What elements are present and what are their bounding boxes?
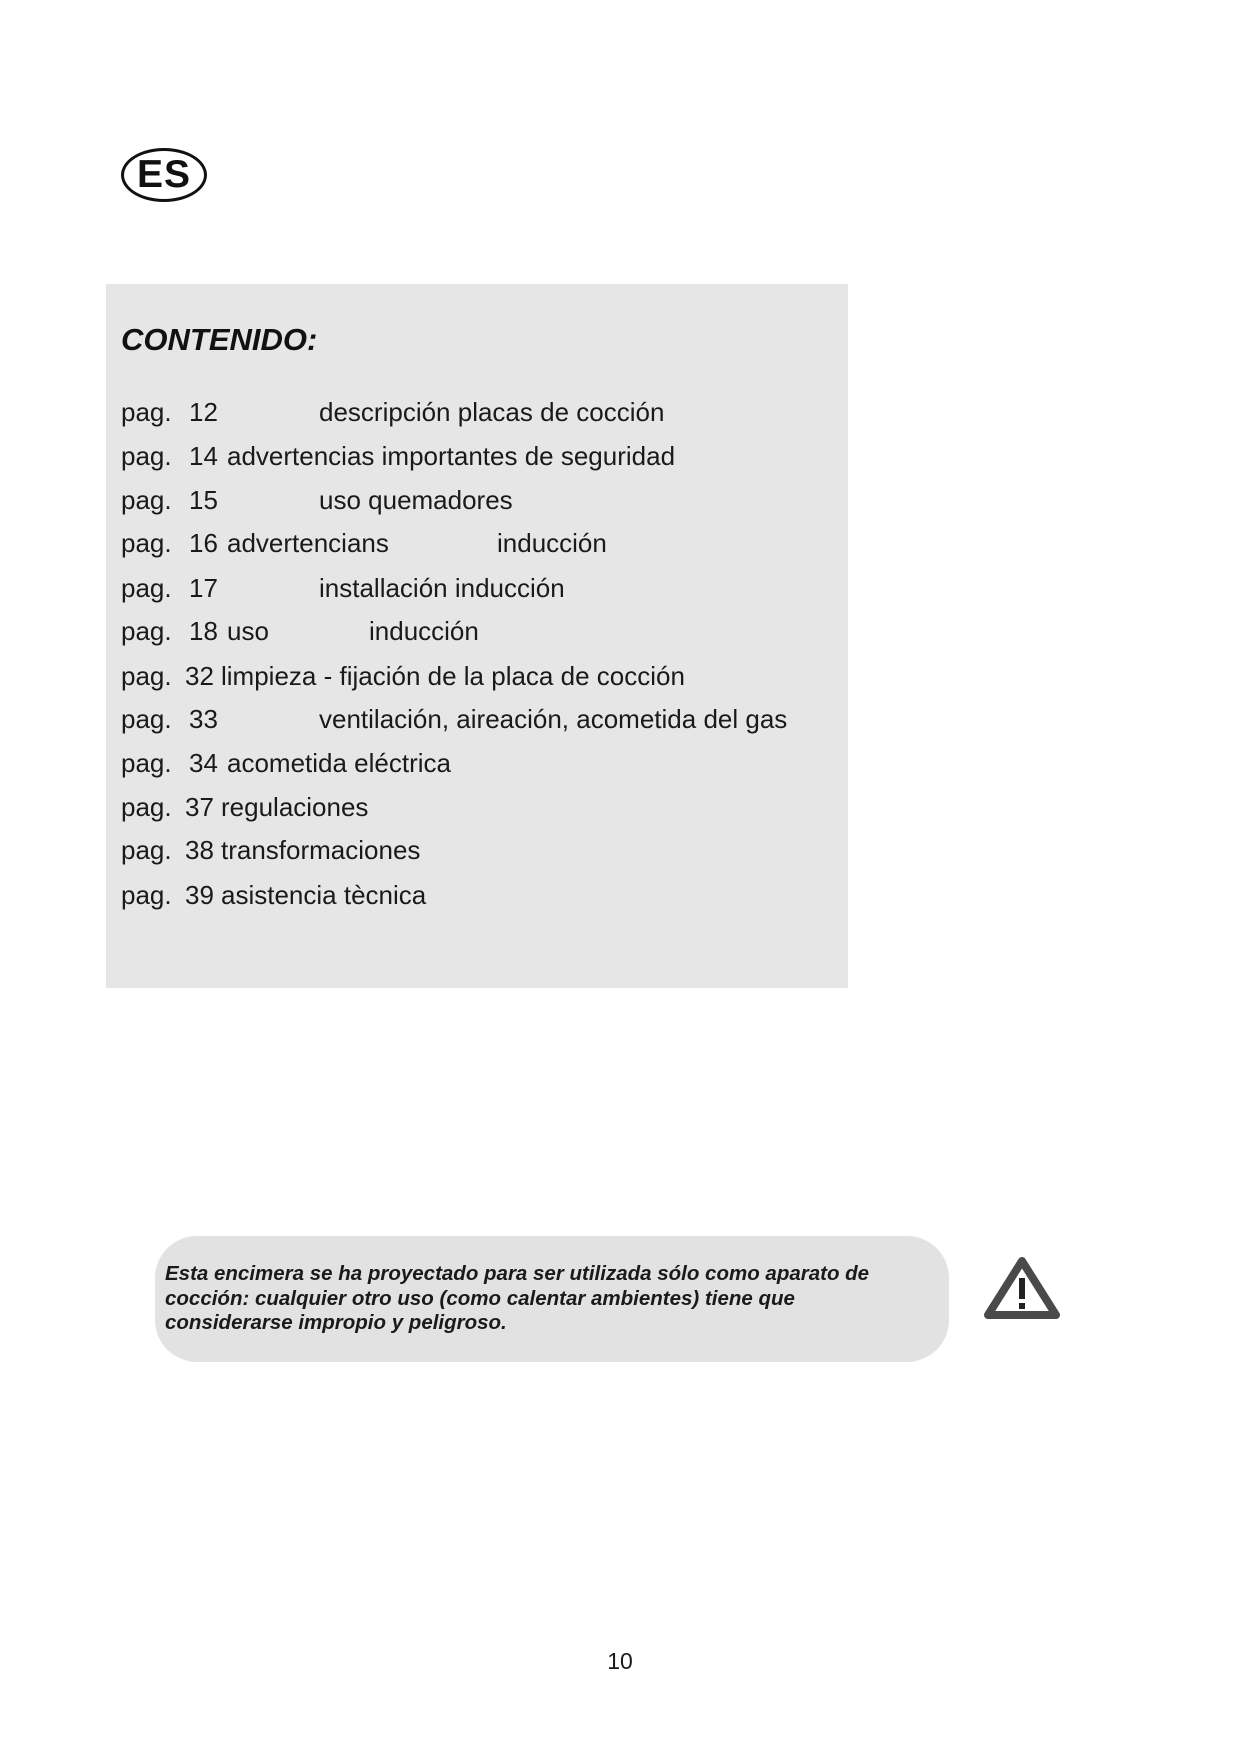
toc-entry-label: pag. (121, 573, 172, 603)
toc-entry-topic: transformaciones (221, 835, 421, 865)
toc-entry-topic-continued: inducción (369, 616, 479, 646)
language-badge: ES (121, 148, 207, 202)
toc-entry-topic: asistencia tècnica (221, 880, 427, 910)
page-number: 10 (607, 1648, 633, 1674)
usage-warning-text: Esta encimera se ha proyectado para ser utilizada sólo como aparato de cocción: cualquier otro uso (como calentar ambientes) tiene que considerarse impropio y peligroso. (165, 1262, 870, 1334)
toc-title: CONTENIDO: (121, 322, 318, 357)
usage-warning-box (155, 1236, 949, 1362)
toc-entry-page: 37 (185, 792, 214, 822)
toc-entry-topic: installación inducción (319, 573, 565, 603)
toc-entry-page: 15 (189, 485, 218, 515)
toc-entry-page: 39 (185, 880, 214, 910)
toc-entry-topic: ventilación, aireación, acometida del gas (319, 704, 788, 734)
toc-entry-page: 16 (189, 528, 218, 558)
toc-entry-page: 34 (189, 748, 218, 778)
toc-entry-page: 33 (189, 704, 218, 734)
toc-entry-label: pag. (121, 792, 172, 822)
toc-entry-page: 12 (189, 397, 218, 427)
toc-entry-label: pag. (121, 485, 172, 515)
toc-entry-topic: uso quemadores (319, 485, 513, 515)
toc-entry-topic: advertencians (227, 528, 389, 558)
toc-entry-topic: descripción placas de cocción (319, 397, 665, 427)
toc-entry-label: pag. (121, 616, 172, 646)
toc-entry-page: 18 (189, 616, 218, 646)
toc-entry-topic-continued: inducción (497, 528, 607, 558)
toc-entry-page: 32 (185, 661, 214, 691)
toc-entry-label: pag. (121, 441, 172, 471)
toc-entry-label: pag. (121, 880, 172, 910)
warning-triangle-icon (984, 1256, 1060, 1320)
toc-entry-topic: acometida eléctrica (227, 748, 451, 778)
toc-entry-label: pag. (121, 835, 172, 865)
toc-entry-page: 17 (189, 573, 218, 603)
toc-entry-topic: advertencias importantes de seguridad (227, 441, 676, 471)
toc-entry-label: pag. (121, 704, 172, 734)
table-of-contents (106, 284, 848, 988)
toc-entry-topic: limpieza - fijación de la placa de cocción (221, 661, 685, 691)
toc-entry-label: pag. (121, 661, 172, 691)
toc-entry-page: 14 (189, 441, 218, 471)
toc-entry-page: 38 (185, 835, 214, 865)
toc-entry-label: pag. (121, 528, 172, 558)
toc-entry-label: pag. (121, 397, 172, 427)
toc-entry-label: pag. (121, 748, 172, 778)
toc-entry-topic: uso (227, 616, 269, 646)
toc-entry-topic: regulaciones (221, 792, 369, 822)
